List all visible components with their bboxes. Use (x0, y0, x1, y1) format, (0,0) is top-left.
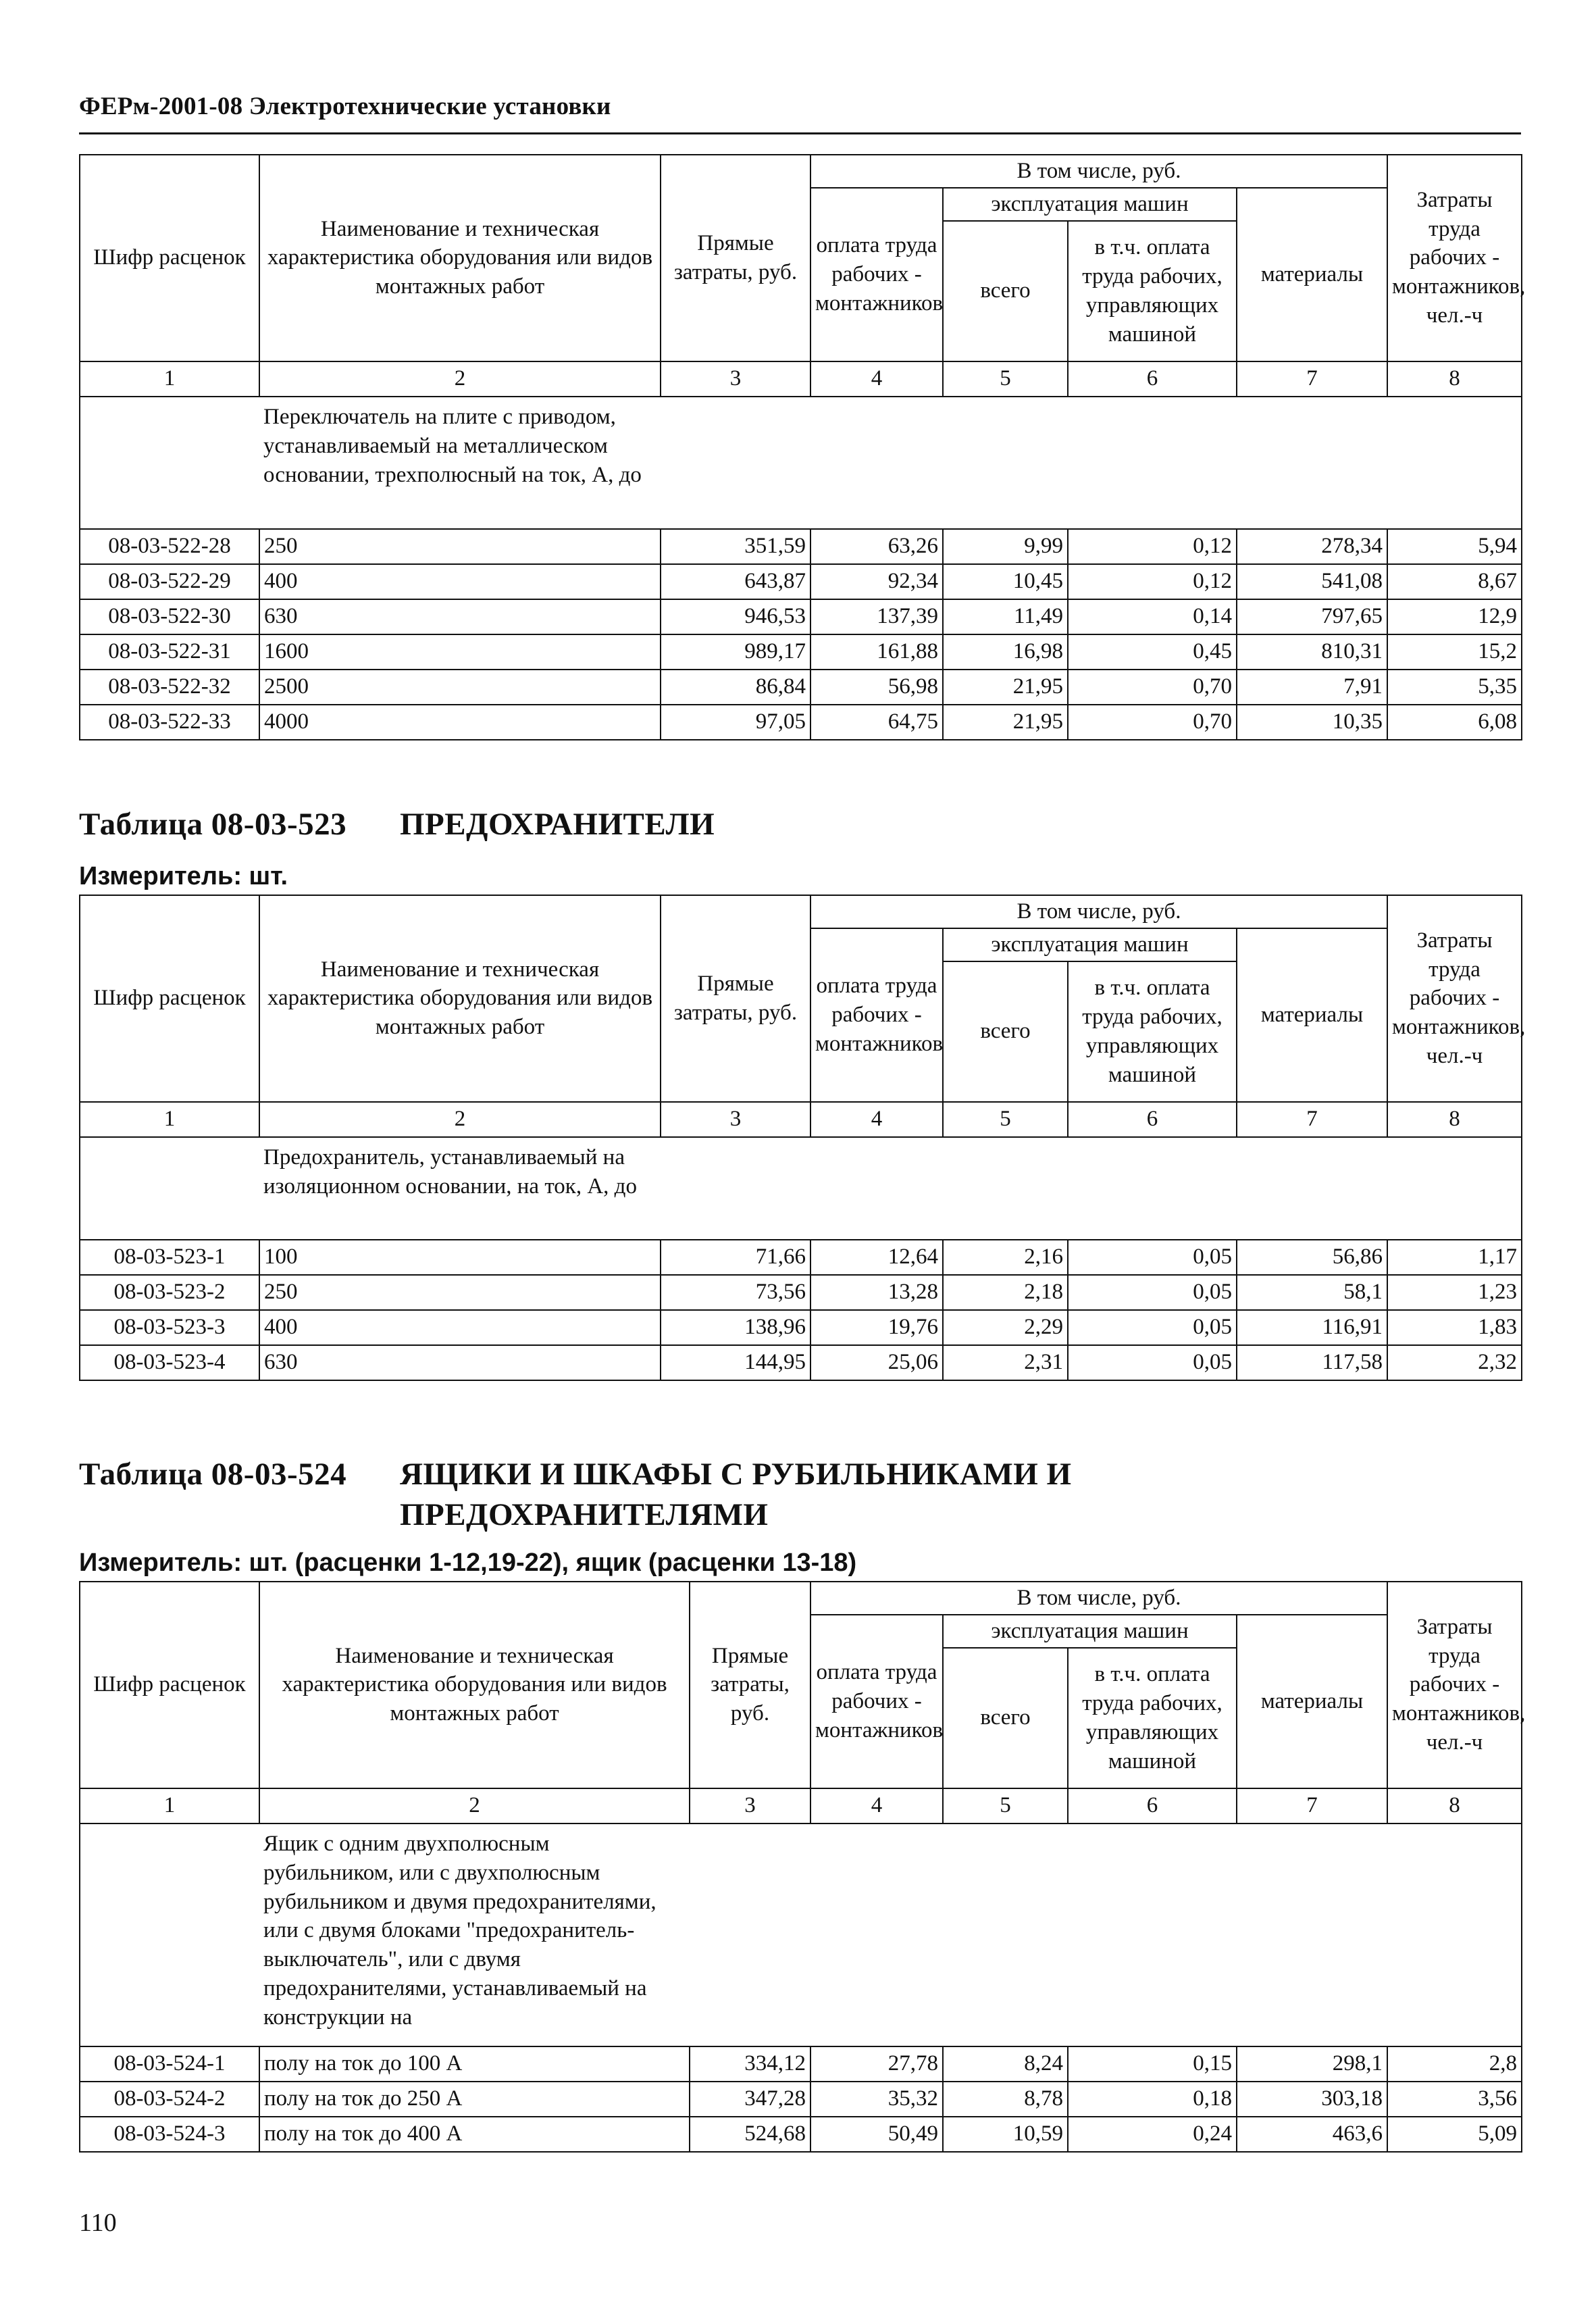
labor-hours: 1,17 (1387, 1240, 1522, 1275)
col-num: 2 (259, 361, 661, 397)
labor-hours: 1,23 (1387, 1275, 1522, 1310)
machines-cost: 9,99 (943, 529, 1068, 564)
direct-cost: 144,95 (661, 1345, 810, 1380)
labor-hours: 3,56 (1387, 2082, 1522, 2117)
direct-cost: 946,53 (661, 599, 810, 634)
rate-name: 100 (259, 1240, 661, 1275)
table-row (80, 2082, 1522, 2117)
header-labor: Затраты труда рабочих - монтажников, чел.-ч (1387, 155, 1522, 361)
column-numbers (80, 361, 1522, 397)
header-direct: Прямые затраты, руб. (661, 895, 810, 1102)
materials-cost: 541,08 (1237, 564, 1387, 599)
machine-wages-cost: 0,05 (1068, 1240, 1237, 1275)
rate-name: полу на ток до 400 А (259, 2117, 690, 2152)
header-machines-wages: в т.ч. оплата труда рабочих, управляющих машиной (1068, 961, 1237, 1102)
wages-cost: 92,34 (810, 564, 943, 599)
table-header (80, 895, 1526, 1102)
col-num: 4 (810, 1102, 943, 1137)
machines-cost: 8,78 (943, 2082, 1068, 2117)
col-num: 5 (943, 1788, 1068, 1823)
wages-cost: 63,26 (810, 529, 943, 564)
col-num: 6 (1068, 1788, 1237, 1823)
rates-table-08-03-522 (79, 154, 1526, 740)
table-title-line-1: ЯЩИКИ И ШКАФЫ С РУБИЛЬНИКАМИ И (400, 1457, 1072, 1492)
rate-code: 08-03-524-2 (80, 2082, 259, 2117)
table-row (80, 2117, 1522, 2152)
materials-cost: 303,18 (1237, 2082, 1387, 2117)
header-machines-total: всего (943, 961, 1068, 1102)
header-labor: Затраты труда рабочих - монтажников, чел.-ч (1387, 895, 1522, 1102)
rate-code: 08-03-523-1 (80, 1240, 259, 1275)
table-header (80, 155, 1526, 361)
rate-code: 08-03-523-2 (80, 1275, 259, 1310)
table-title: ПРЕДОХРАНИТЕЛИ (400, 807, 715, 842)
wages-cost: 161,88 (810, 634, 943, 670)
direct-cost: 97,05 (661, 705, 810, 740)
header-name: Наименование и техническая характеристика оборудования или видов монтажных работ (259, 155, 661, 361)
table-row (80, 599, 1522, 634)
header-materials: материалы (1237, 1615, 1387, 1788)
wages-cost: 12,64 (810, 1240, 943, 1275)
table-row (80, 634, 1522, 670)
rate-code: 08-03-522-29 (80, 564, 259, 599)
machines-cost: 10,45 (943, 564, 1068, 599)
table-row (80, 1275, 1522, 1310)
labor-hours: 2,32 (1387, 1345, 1522, 1380)
machine-wages-cost: 0,45 (1068, 634, 1237, 670)
machines-cost: 8,24 (943, 2046, 1068, 2082)
page-number: 110 (79, 2209, 117, 2237)
rate-code: 08-03-523-4 (80, 1345, 259, 1380)
header-wages: оплата труда рабочих - монтажников (810, 1615, 943, 1788)
header-machines-total: всего (943, 221, 1068, 361)
direct-cost: 351,59 (661, 529, 810, 564)
col-num: 3 (690, 1788, 810, 1823)
header-wages: оплата труда рабочих - монтажников (810, 928, 943, 1102)
table-header (80, 1582, 1526, 1788)
col-num: 6 (1068, 361, 1237, 397)
column-numbers (80, 1102, 1522, 1137)
table-row (80, 2046, 1522, 2082)
materials-cost: 463,6 (1237, 2117, 1387, 2152)
direct-cost: 73,56 (661, 1275, 810, 1310)
labor-hours: 2,8 (1387, 2046, 1522, 2082)
table-row (80, 529, 1522, 564)
col-num: 5 (943, 361, 1068, 397)
materials-cost: 298,1 (1237, 2046, 1387, 2082)
rate-code: 08-03-522-31 (80, 634, 259, 670)
rates-table-08-03-524 (79, 1581, 1526, 2153)
header-machines-wages: в т.ч. оплата труда рабочих, управляющих машиной (1068, 221, 1237, 361)
rate-name: полу на ток до 250 А (259, 2082, 690, 2117)
labor-hours: 8,67 (1387, 564, 1522, 599)
header-labor: Затраты труда рабочих - монтажников, чел.-ч (1387, 1582, 1522, 1788)
table-row (80, 705, 1522, 740)
machines-cost: 10,59 (943, 2117, 1068, 2152)
col-num: 4 (810, 1788, 943, 1823)
header-incl: В том числе, руб. (810, 155, 1387, 188)
machines-cost: 2,31 (943, 1345, 1068, 1380)
col-num: 1 (80, 361, 259, 397)
direct-cost: 71,66 (661, 1240, 810, 1275)
table-body (80, 529, 1522, 740)
machines-cost: 21,95 (943, 705, 1068, 740)
table-row (80, 1310, 1522, 1345)
rate-name: 250 (259, 529, 661, 564)
col-num: 8 (1387, 361, 1522, 397)
header-name: Наименование и техническая характеристика оборудования или видов монтажных работ (259, 1582, 690, 1788)
machine-wages-cost: 0,12 (1068, 529, 1237, 564)
col-num: 5 (943, 1102, 1068, 1137)
wages-cost: 137,39 (810, 599, 943, 634)
col-num: 8 (1387, 1788, 1522, 1823)
machine-wages-cost: 0,15 (1068, 2046, 1237, 2082)
table-row (80, 670, 1522, 705)
labor-hours: 1,83 (1387, 1310, 1522, 1345)
machine-wages-cost: 0,24 (1068, 2117, 1237, 2152)
machine-wages-cost: 0,14 (1068, 599, 1237, 634)
rate-name: 400 (259, 564, 661, 599)
wages-cost: 50,49 (810, 2117, 943, 2152)
rate-name: 4000 (259, 705, 661, 740)
rate-code: 08-03-522-32 (80, 670, 259, 705)
table-body (80, 1240, 1522, 1380)
header-machines: эксплуатация машин (943, 928, 1237, 961)
wages-cost: 56,98 (810, 670, 943, 705)
col-num: 1 (80, 1788, 259, 1823)
header-incl: В том числе, руб. (810, 1582, 1387, 1615)
group-description (80, 1137, 1522, 1240)
machine-wages-cost: 0,05 (1068, 1275, 1237, 1310)
header-code: Шифр расценок (80, 1582, 259, 1788)
table-row (80, 1240, 1522, 1275)
wages-cost: 19,76 (810, 1310, 943, 1345)
materials-cost: 278,34 (1237, 529, 1387, 564)
col-num: 7 (1237, 1102, 1387, 1137)
col-num: 2 (259, 1102, 661, 1137)
rate-code: 08-03-523-3 (80, 1310, 259, 1345)
table-measure: Измеритель: шт. (расценки 1-12,19-22), ящик (расценки 13-18) (79, 1549, 857, 1577)
materials-cost: 797,65 (1237, 599, 1387, 634)
col-num: 7 (1237, 361, 1387, 397)
labor-hours: 6,08 (1387, 705, 1522, 740)
machine-wages-cost: 0,18 (1068, 2082, 1237, 2117)
header-materials: материалы (1237, 928, 1387, 1102)
table-row (80, 564, 1522, 599)
machines-cost: 16,98 (943, 634, 1068, 670)
machines-cost: 21,95 (943, 670, 1068, 705)
header-code: Шифр расценок (80, 155, 259, 361)
header-code: Шифр расценок (80, 895, 259, 1102)
materials-cost: 56,86 (1237, 1240, 1387, 1275)
col-num: 6 (1068, 1102, 1237, 1137)
materials-cost: 117,58 (1237, 1345, 1387, 1380)
wages-cost: 25,06 (810, 1345, 943, 1380)
direct-cost: 86,84 (661, 670, 810, 705)
machines-cost: 2,16 (943, 1240, 1068, 1275)
rate-name: 250 (259, 1275, 661, 1310)
wages-cost: 13,28 (810, 1275, 943, 1310)
direct-cost: 138,96 (661, 1310, 810, 1345)
table-body (80, 2046, 1522, 2152)
rate-code: 08-03-522-28 (80, 529, 259, 564)
materials-cost: 810,31 (1237, 634, 1387, 670)
group-description-text: Предохранитель, устанавливаемый на изоляционном основании, на ток, А, до (263, 1145, 637, 1199)
direct-cost: 347,28 (690, 2082, 810, 2117)
rate-name: 2500 (259, 670, 661, 705)
machine-wages-cost: 0,05 (1068, 1310, 1237, 1345)
materials-cost: 116,91 (1237, 1310, 1387, 1345)
header-direct: Прямые затраты, руб. (661, 155, 810, 361)
group-description-text: Ящик с одним двухполюсным рубильником, или с двухполюсным рубильником и двумя предохранителями, или с двумя блоками "предохранитель-выключатель", или с двумя предохранителями, устанавливаемый на конструкции на (263, 1831, 657, 2030)
materials-cost: 58,1 (1237, 1275, 1387, 1310)
header-materials: материалы (1237, 188, 1387, 361)
rate-code: 08-03-524-3 (80, 2117, 259, 2152)
direct-cost: 643,87 (661, 564, 810, 599)
table-caption-08-03-523 (79, 806, 715, 842)
running-head: ФЕРм-2001-08 Электротехнические установки (79, 93, 611, 120)
col-num: 3 (661, 1102, 810, 1137)
header-machines-wages: в т.ч. оплата труда рабочих, управляющих машиной (1068, 1648, 1237, 1788)
machines-cost: 2,18 (943, 1275, 1068, 1310)
column-numbers (80, 1788, 1522, 1823)
materials-cost: 10,35 (1237, 705, 1387, 740)
machine-wages-cost: 0,12 (1068, 564, 1237, 599)
col-num: 2 (259, 1788, 690, 1823)
col-num: 8 (1387, 1102, 1522, 1137)
col-num: 1 (80, 1102, 259, 1137)
materials-cost: 7,91 (1237, 670, 1387, 705)
direct-cost: 334,12 (690, 2046, 810, 2082)
labor-hours: 5,94 (1387, 529, 1522, 564)
labor-hours: 5,35 (1387, 670, 1522, 705)
group-description-text: Переключатель на плите с приводом, устанавливаемый на металлическом основании, трехполюсный на ток, А, до (263, 404, 642, 487)
machine-wages-cost: 0,70 (1068, 705, 1237, 740)
rates-table-08-03-523 (79, 895, 1526, 1381)
table-title-line-2: ПРЕДОХРАНИТЕЛЯМИ (400, 1497, 769, 1532)
rate-name: полу на ток до 100 А (259, 2046, 690, 2082)
header-machines: эксплуатация машин (943, 188, 1237, 221)
header-incl: В том числе, руб. (810, 895, 1387, 928)
header-machines: эксплуатация машин (943, 1615, 1237, 1648)
rate-code: 08-03-522-33 (80, 705, 259, 740)
col-num: 7 (1237, 1788, 1387, 1823)
table-number: Таблица 08-03-523 (79, 807, 347, 842)
group-description (80, 397, 1522, 529)
rate-name: 630 (259, 599, 661, 634)
labor-hours: 15,2 (1387, 634, 1522, 670)
rate-name: 1600 (259, 634, 661, 670)
rate-code: 08-03-522-30 (80, 599, 259, 634)
machine-wages-cost: 0,70 (1068, 670, 1237, 705)
wages-cost: 27,78 (810, 2046, 943, 2082)
table-measure: Измеритель: шт. (79, 862, 288, 890)
labor-hours: 12,9 (1387, 599, 1522, 634)
machines-cost: 2,29 (943, 1310, 1068, 1345)
table-number: Таблица 08-03-524 (79, 1457, 347, 1492)
group-description (80, 1823, 1522, 2046)
table-caption-08-03-524 (79, 1454, 1072, 1535)
machines-cost: 11,49 (943, 599, 1068, 634)
header-name: Наименование и техническая характеристика оборудования или видов монтажных работ (259, 895, 661, 1102)
labor-hours: 5,09 (1387, 2117, 1522, 2152)
rate-code: 08-03-524-1 (80, 2046, 259, 2082)
header-machines-total: всего (943, 1648, 1068, 1788)
machine-wages-cost: 0,05 (1068, 1345, 1237, 1380)
rate-name: 630 (259, 1345, 661, 1380)
rate-name: 400 (259, 1310, 661, 1345)
direct-cost: 524,68 (690, 2117, 810, 2152)
header-direct: Прямые затраты, руб. (690, 1582, 810, 1788)
wages-cost: 64,75 (810, 705, 943, 740)
table-row (80, 1345, 1522, 1380)
wages-cost: 35,32 (810, 2082, 943, 2117)
header-wages: оплата труда рабочих - монтажников (810, 188, 943, 361)
col-num: 4 (810, 361, 943, 397)
col-num: 3 (661, 361, 810, 397)
header-rule (79, 132, 1521, 134)
direct-cost: 989,17 (661, 634, 810, 670)
